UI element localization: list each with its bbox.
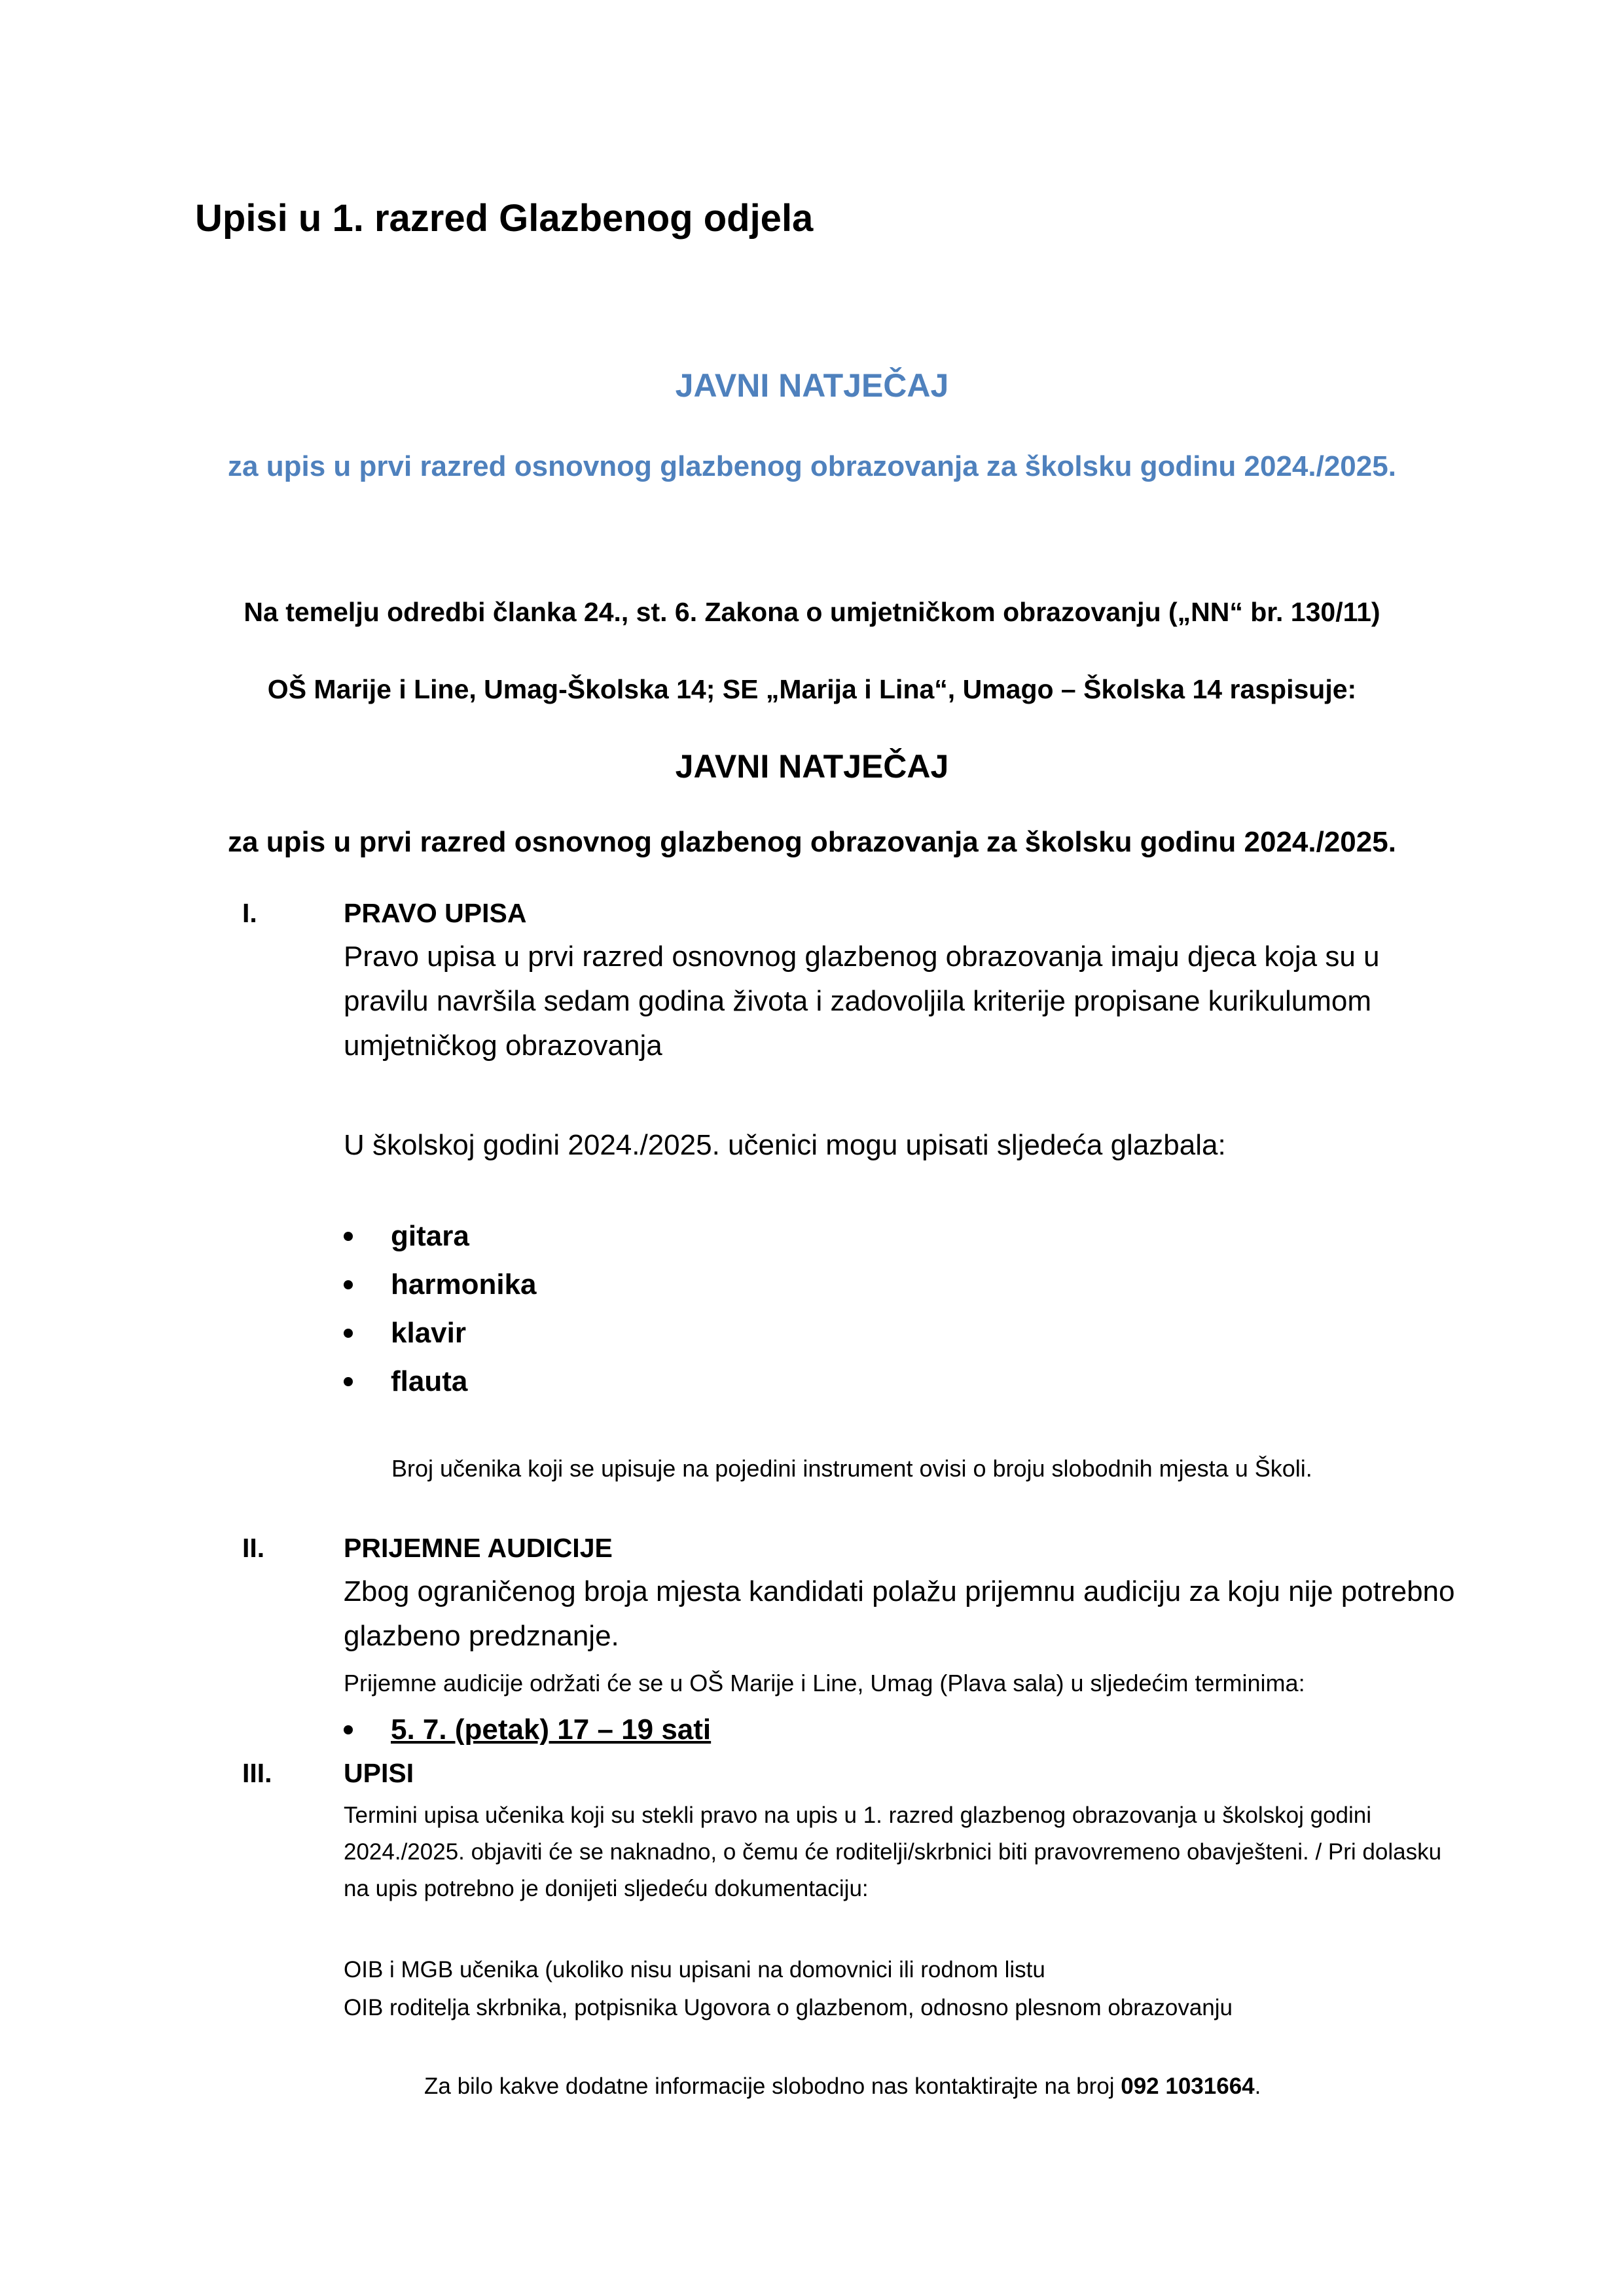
required-document-2: OIB roditelja skrbnika, potpisnika Ugovora o glazbenom, odnosno plesnom obrazovanju: [344, 1995, 1233, 2020]
bullet-icon: [344, 1280, 353, 1289]
instrument-name: flauta: [391, 1365, 468, 1397]
list-item: [344, 1309, 537, 1357]
contact-end: .: [1254, 2073, 1261, 2099]
instrument-name: harmonika: [391, 1268, 537, 1300]
instrument-list: [344, 1212, 537, 1406]
section-3-paragraph: Termini upisa učenika koji su stekli pravo na upis u 1. razred glazbenog obrazovanja u školskoj godini 2024./2025. objaviti će se naknadno, o čemu će roditelji/skrbnici biti pravovremeno obavješteni. / Pri dolasku na upis potrebno je donijeti sljedeću dokumentaciju:: [344, 1803, 1442, 1901]
bullet-icon: [344, 1377, 353, 1386]
subheading: za upis u prvi razred osnovnog glazbenog obrazovanja za školsku godinu 2024./2025.: [228, 826, 1396, 858]
section-3-number: III.: [242, 1758, 272, 1788]
heading: JAVNI NATJEČAJ: [675, 748, 949, 785]
blue-subheading: za upis u prvi razred osnovnog glazbenog obrazovanja za školsku godinu 2024./2025.: [228, 450, 1396, 482]
list-item: [344, 1357, 537, 1406]
bullet-icon: [344, 1232, 353, 1241]
bullet-icon: [344, 1725, 353, 1734]
section-1-paragraph: Pravo upisa u prvi razred osnovnog glazbenog obrazovanja imaju djeca koja su u pravilu navršila sedam godina života i zadovoljila kriterije propisane kurikulumom umjetničkog obrazovanja: [344, 941, 1380, 1062]
contact-line: [424, 2073, 1261, 2100]
instruments-intro: U školskoj godini 2024./2025. učenici mogu upisati sljedeća glazbala:: [344, 1129, 1226, 1161]
section-1-number: I.: [242, 898, 257, 928]
list-item: [344, 1212, 537, 1261]
intro-line-2: OŠ Marije i Line, Umag-Školska 14; SE „Marija i Lina“, Umago – Školska 14 raspisuje:: [267, 674, 1357, 704]
instrument-name: klavir: [391, 1317, 466, 1349]
list-item: [344, 1706, 711, 1754]
audition-schedule-intro: Prijemne audicije održati će se u OŠ Marije i Line, Umag (Plava sala) u sljedećim terminima:: [344, 1670, 1305, 1696]
required-document-1: OIB i MGB učenika (ukoliko nisu upisani na domovnici ili rodnom listu: [344, 1957, 1045, 1982]
section-3-title: UPISI: [344, 1758, 414, 1788]
section-2-number: II.: [242, 1533, 265, 1563]
audition-terms: [344, 1706, 711, 1754]
bullet-icon: [344, 1329, 353, 1338]
document-title: Upisi u 1. razred Glazbenog odjela: [195, 197, 814, 240]
blue-heading: JAVNI NATJEČAJ: [675, 367, 949, 404]
instrument-note: Broj učenika koji se upisuje na pojedini instrument ovisi o broju slobodnih mjesta u Školi.: [391, 1455, 1312, 1482]
section-2-title: PRIJEMNE AUDICIJE: [344, 1533, 613, 1563]
contact-phone: 092 1031664: [1121, 2073, 1255, 2099]
contact-text: Za bilo kakve dodatne informacije slobodno nas kontaktirajte na broj: [424, 2073, 1121, 2099]
audition-term: 5. 7. (petak) 17 – 19 sati: [391, 1713, 712, 1746]
section-2-paragraph: Zbog ograničenog broja mjesta kandidati polažu prijemnu audiciju za koju nije potrebno glazbeno predznanje.: [344, 1575, 1455, 1652]
instrument-name: gitara: [391, 1220, 469, 1252]
section-1-title: PRAVO UPISA: [344, 898, 527, 928]
list-item: [344, 1261, 537, 1309]
intro-line-1: Na temelju odredbi članka 24., st. 6. Zakona o umjetničkom obrazovanju („NN“ br. 130/11): [244, 597, 1380, 627]
